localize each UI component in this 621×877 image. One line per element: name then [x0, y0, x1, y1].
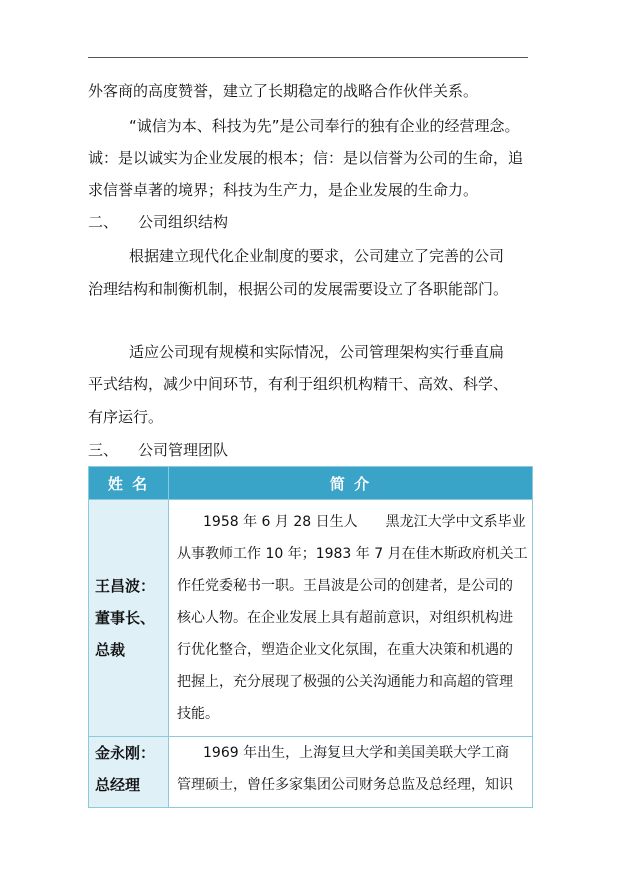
intro-line-3: 诚：是以诚实为企业发展的根本；信：是以信誉为公司的生命，追 — [88, 149, 524, 167]
section-2-heading — [88, 212, 533, 232]
table-header-row — [89, 467, 533, 500]
management-team-table — [88, 466, 533, 808]
section-2-para2-line3: 有序运行。 — [88, 408, 164, 426]
bio-line: 管理硕士，曾任多家集团公司财务总监及总经理，知识 — [177, 777, 513, 793]
bio-cell — [169, 500, 533, 737]
section-2-number: 二、 — [88, 213, 119, 231]
bio-line: 从事教师工作 10 年；1983 年 7 月在佳木斯政府机关工 — [177, 546, 528, 562]
bio-line: 1958 年 6 月 28 日生人 黑龙江大学中文系毕业 — [203, 514, 526, 530]
header-bio: 简 介 — [169, 467, 533, 500]
header-name: 姓 名 — [89, 467, 169, 500]
table-row — [89, 500, 533, 737]
bio-line: 把握上，充分展现了极强的公关沟通能力和高超的管理 — [177, 674, 513, 690]
section-3-heading — [88, 440, 533, 460]
bio-line: 行优化整合，塑造企业文化氛围，在重大决策和机遇的 — [177, 642, 513, 658]
bio-line: 作任党委秘书一职。王昌波是公司的创建者，是公司的 — [177, 578, 513, 594]
intro-line-1: 外客商的高度赞誉，建立了长期稳定的战略合作伙伴关系。 — [88, 82, 479, 100]
bio-line: 1969 年出生，上海复旦大学和美国美联大学工商 — [203, 745, 510, 761]
section-2-para2-line1: 适应公司现有规模和实际情况，公司管理架构实行垂直扁 — [129, 343, 505, 361]
name-line: 王昌波： — [95, 577, 156, 595]
title-line: 总裁 — [95, 641, 126, 659]
bio-cell — [169, 737, 533, 808]
bio-line: 技能。 — [177, 706, 219, 722]
intro-line-2: “诚信为本、科技为先”是公司奉行的独有企业的经营理念。 — [129, 117, 520, 135]
name-line: 金永刚： — [95, 744, 156, 762]
table-row — [89, 737, 533, 808]
name-cell — [89, 500, 169, 737]
title-line: 董事长、 — [95, 609, 156, 627]
intro-line-4: 求信誉卓著的境界；科技为生产力，是企业发展的生命力。 — [88, 181, 479, 199]
section-2-title: 公司组织结构 — [138, 213, 229, 231]
name-cell — [89, 737, 169, 808]
header-rule — [88, 57, 528, 58]
title-line: 总经理 — [95, 776, 141, 794]
section-2-para1-line1: 根据建立现代化企业制度的要求，公司建立了完善的公司 — [129, 247, 505, 265]
section-3-title: 公司管理团队 — [138, 441, 229, 459]
section-2-para1-line2: 治理结构和制衡机制，根据公司的发展需要设立了各职能部门。 — [88, 280, 509, 298]
section-2-para2-line2: 平式结构，减少中间环节，有利于组织机构精干、高效、科学、 — [88, 375, 509, 393]
section-3-number: 三、 — [88, 441, 119, 459]
bio-line: 核心人物。在企业发展上具有超前意识，对组织机构进 — [177, 610, 513, 626]
